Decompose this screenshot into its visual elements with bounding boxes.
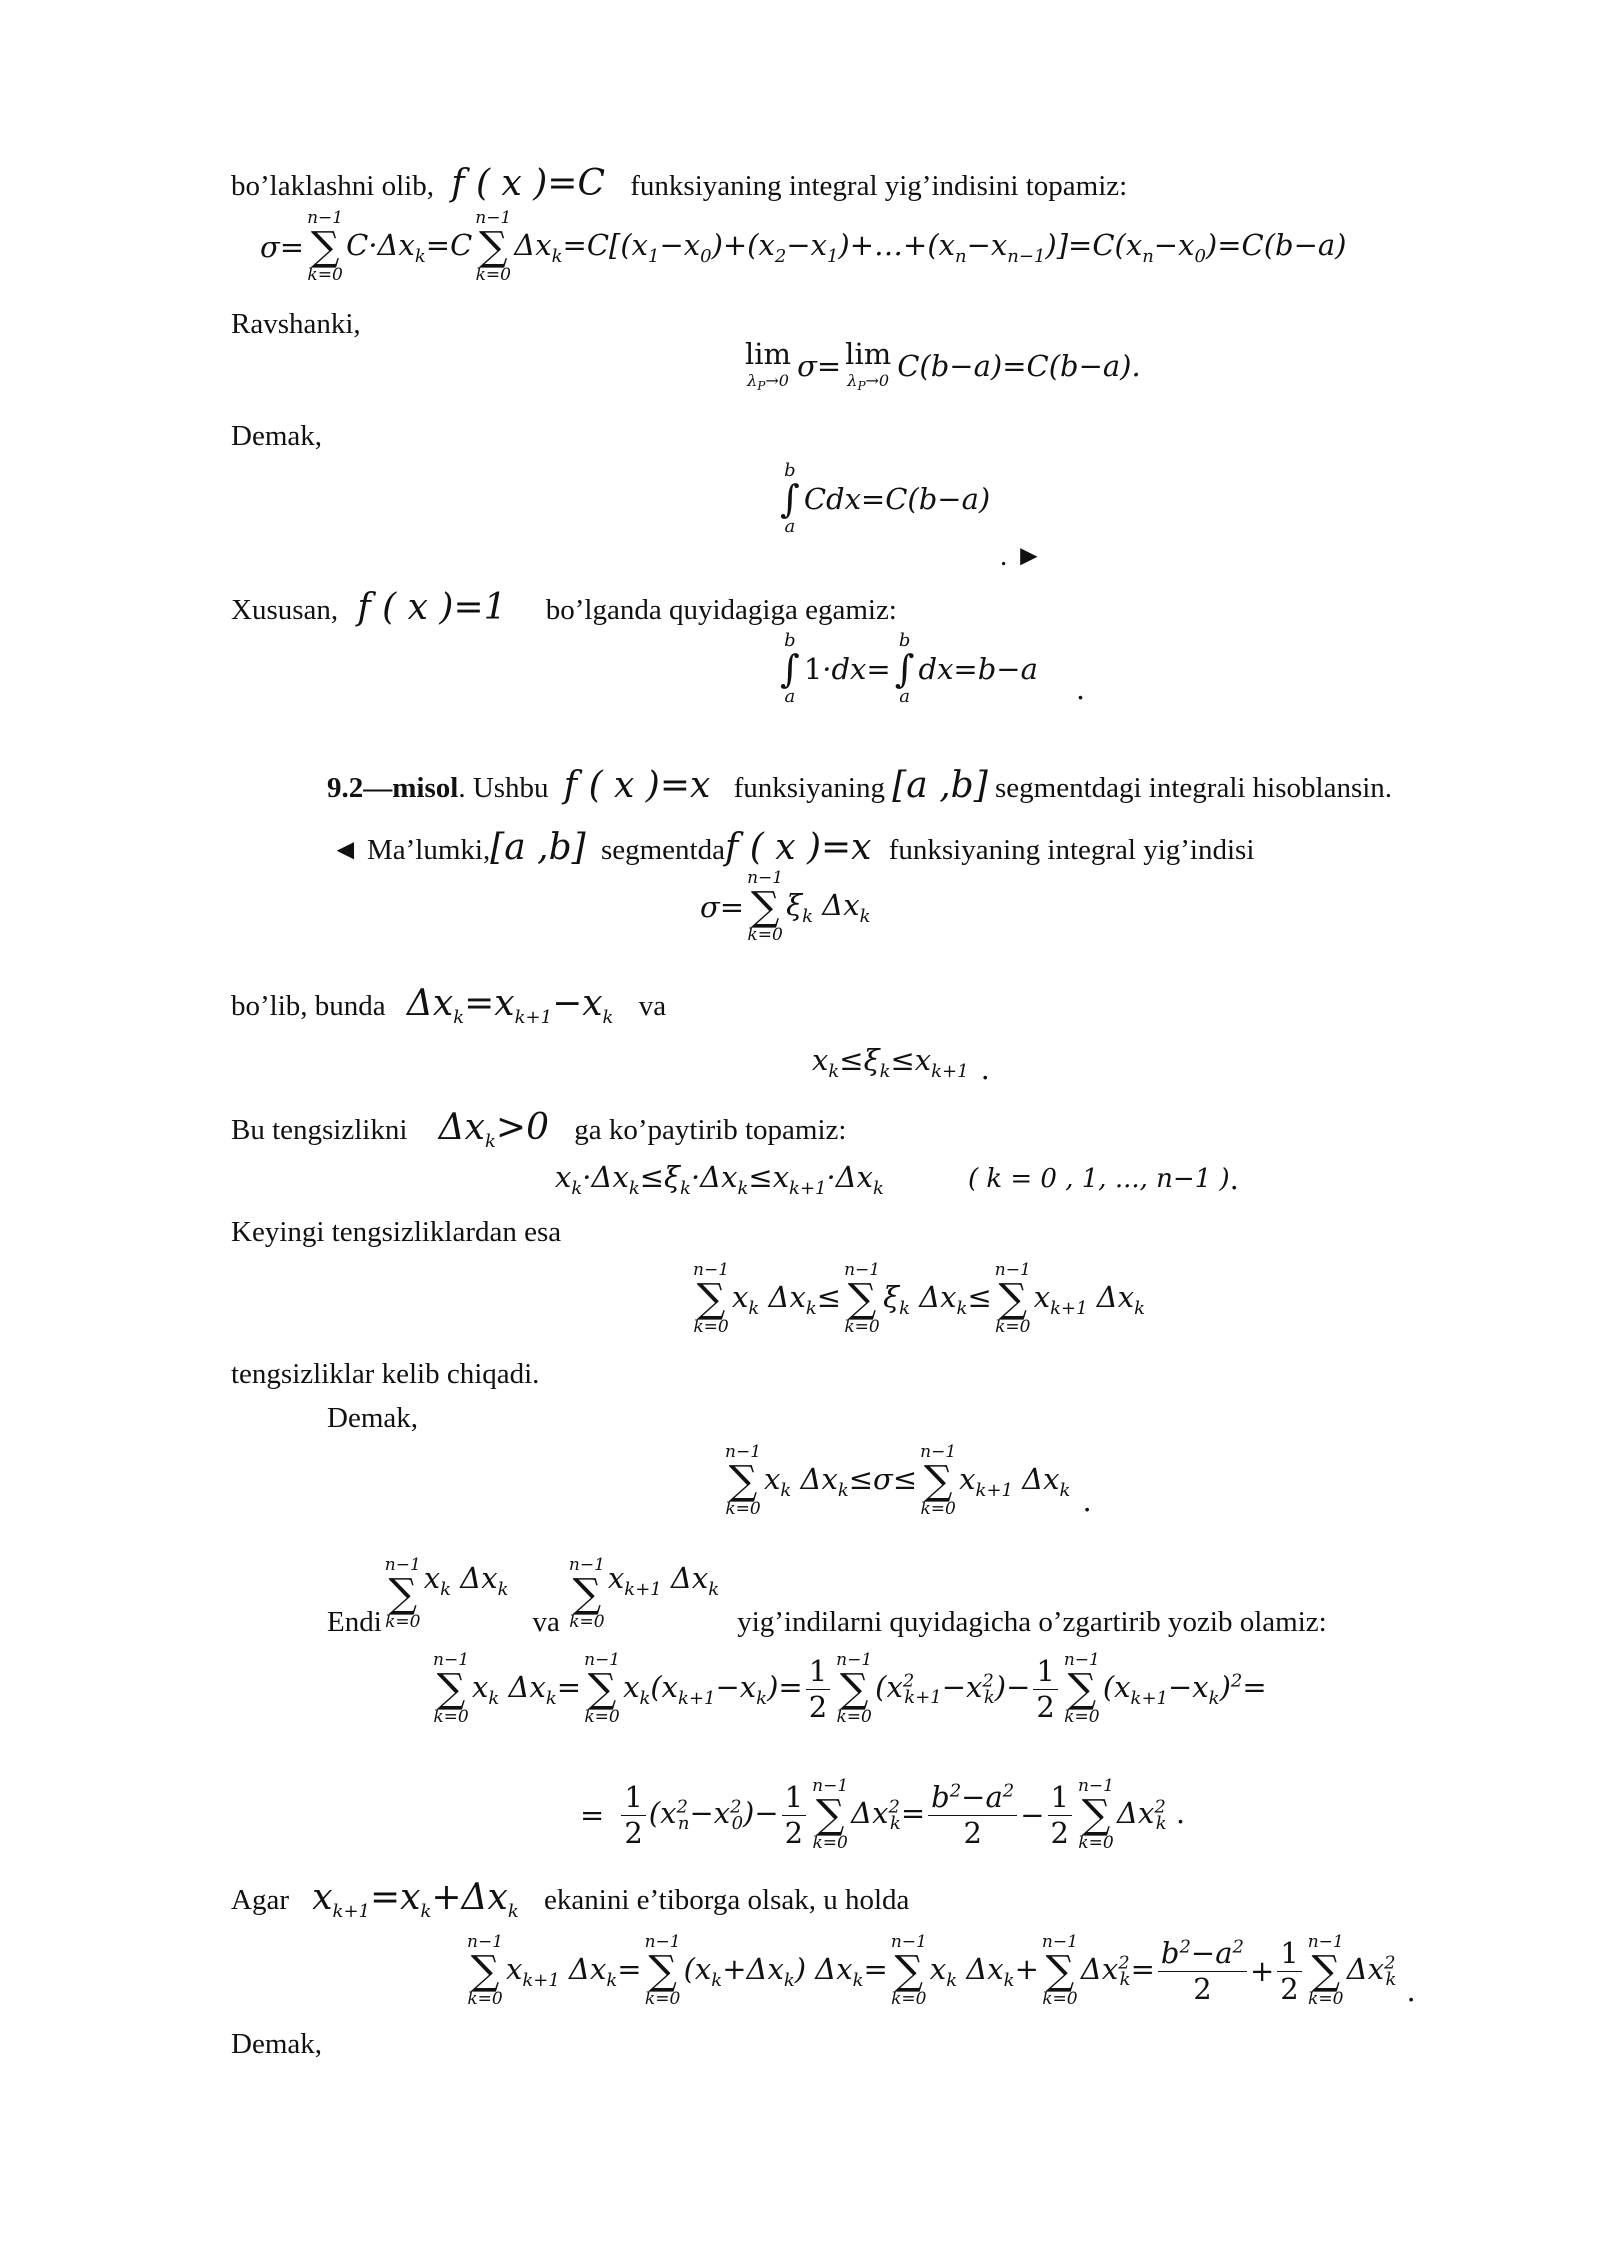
final-sum-equation: n−1 ∑ k=0 $x_{k+1}$ $\Delta x_k=$ n−1 ∑ k=0 $(x_k+\Delta x_k)$ $\Delta x_k=$ n−1 ∑ k=0 $x_k$ $\Delta x_k+$ n−1 ∑ k=0 $\Delta x^2_k=$ $\frac{b^2-a^2}{2}$ + $\frac{1}{2}$ n−1 ∑ k=0 $\Delta x^2_k$ . bbox=[467, 1932, 1416, 2009]
text-line bbox=[231, 163, 1128, 204]
text-line: Xususan, f ( x )=1 bo’lganda quyidagiga egamiz: bbox=[231, 587, 897, 628]
sigma-bounds: n−1 ∑ k=0 $x_k$ $\Delta x_k\le\sigma\le$ n−1 ∑ k=0 $x_{k+1}$ $\Delta x_k$ . bbox=[725, 1442, 1092, 1519]
text: funksiyaning integral yig’indisini topamiz: bbox=[630, 170, 1128, 202]
sigma-equation: σ= n−1 ∑ k=0 $C\cdot\Delta x_k=C$ n−1 ∑ k=0 $\Delta x_k=C[(x_1-x_0)+(x_2-x_1)+\dots+(x_n-x_{n-1})]=C(x_n-x_0)=C(b-a)$ bbox=[260, 208, 1347, 285]
text-line: Ravshanki, bbox=[231, 308, 361, 340]
transform-equation-2: = $\frac{1}{2}$ $(x^2_n-x^2_0)-$ $\frac{1}{2}$ n−1 ∑ k=0 $\Delta x^2_k=$ $\frac{b^2-a^2}{2}$ − $\frac{1}{2}$ n−1 ∑ k=0 $\Delta x^2_k$ . bbox=[580, 1776, 1186, 1853]
sigma-sum: σ= n−1 ∑ k=0 $\xi_k$ $\Delta x_k$ bbox=[700, 868, 871, 945]
integral-equation: b ∫ a 1·dx= b ∫ a dx=b−a . bbox=[780, 630, 1086, 707]
sum-inequality: n−1 ∑ k=0 $x_k$ $\Delta x_k\le$ n−1 ∑ k=0 $\xi_k$ $\Delta x_k\le$ n−1 ∑ k=0 $x_{k+1}$ $\Delta x_k$ bbox=[693, 1260, 1146, 1337]
inequality-multiplied: $x_k\cdot\Delta x_k\le\xi_k\cdot\Delta x_k\le x_{k+1}\cdot\Delta x_k$ ( k = 0 , 1, ..., n−1 ) . bbox=[555, 1160, 1239, 1199]
inequality: $x_k\le\xi_k\le x_{k+1}$ . bbox=[812, 1042, 990, 1086]
text-line: tengsizliklar kelib chiqadi. bbox=[231, 1358, 540, 1390]
text-line: Endi n−1 ∑ k=0 $x_k$ $\Delta x_k$ va n−1 ∑ k=0 $x_{k+1}$ $\Delta x_k$ yig’indilarni quyidagicha o’zgartirib yozib olamiz: bbox=[327, 1554, 1327, 1638]
qed-arrow: . ► bbox=[1000, 540, 1044, 572]
integral-equation: b ∫ a Cdx=C(b−a) bbox=[780, 460, 991, 537]
text: bo’laklashni olib, bbox=[231, 170, 434, 202]
text-line: Demak, bbox=[231, 420, 322, 452]
transform-equation: n−1 ∑ k=0 $x_k$ $\Delta x_k=$ n−1 ∑ k=0 $x_k(x_{k+1}-x_k)=$ $\frac{1}{2}$ n−1 ∑ k=0 $(x^2_{k+1}-x^2_k)-$ $\frac{1}{2}$ n−1 ∑ k=0 $(x_{k+1}-x_k)^2=$ bbox=[433, 1650, 1267, 1727]
limit-equation: lim $\lambda_P\to 0$ σ= lim $\lambda_P\to 0$ C(b−a)=C(b−a). bbox=[745, 337, 1141, 394]
text-line: Demak, bbox=[231, 2028, 322, 2060]
example-heading: 9.2—misol. Ushbu f ( x )=x funksiyaning [a ,b] segmentdagi integrali hisoblansin. bbox=[327, 765, 1393, 806]
text-line: Bu tengsizlikni $\Delta x_k>0$ ga ko’paytirib topamiz: bbox=[231, 1107, 847, 1153]
text-line: bo’lib, bunda $\Delta x_k=x_{k+1}-x_k$ va bbox=[231, 983, 667, 1029]
text-line: Demak, bbox=[327, 1402, 418, 1434]
text-line: Agar $x_{k+1}=x_k+\Delta x_k$ ekanini e’tiborga olsak, u holda bbox=[231, 1877, 910, 1923]
formula: f ( x )=C bbox=[451, 163, 605, 204]
text-line: Keyingi tengsizliklardan esa bbox=[231, 1216, 562, 1248]
text-line: ◄ Ma’lumki,[a ,b] segmentdaf ( x )=x funksiyaning integral yig’indisi bbox=[331, 827, 1255, 868]
